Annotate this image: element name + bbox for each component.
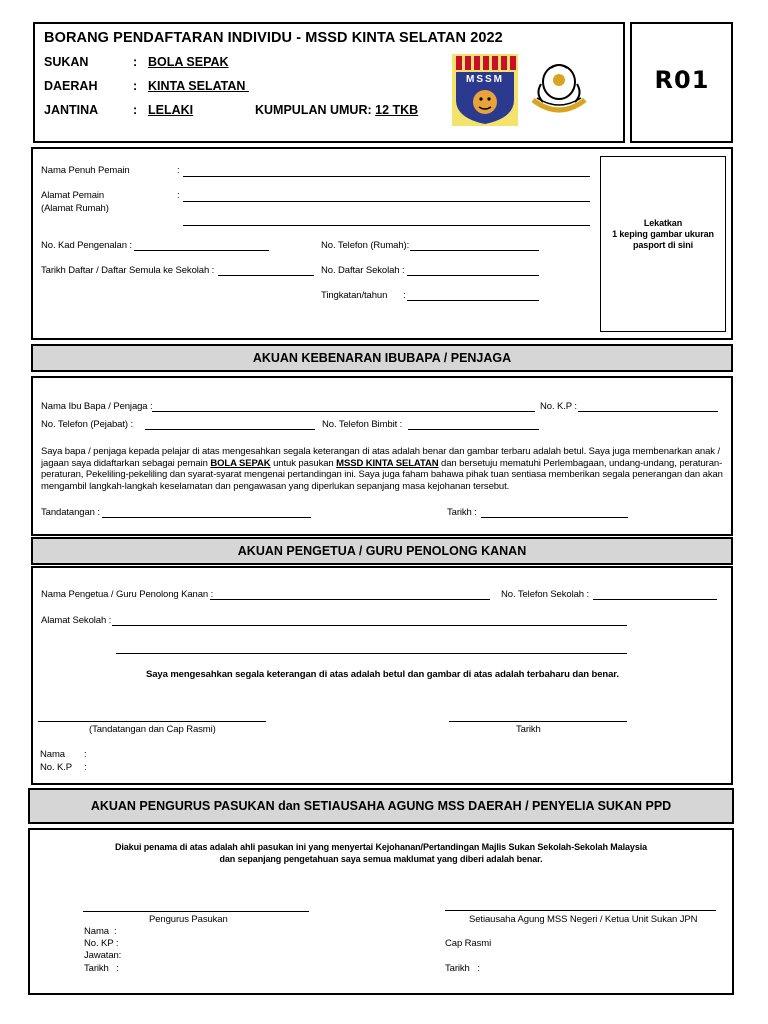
school-phone-label: No. Telefon Sekolah :: [501, 589, 590, 600]
gender-label: JANTINA: [44, 103, 99, 117]
manager-jawatan-label: Jawatan:: [84, 950, 122, 961]
principal-kp-label: No. K.P: [40, 762, 73, 773]
player-address-field-1[interactable]: [183, 201, 590, 202]
home-phone-field[interactable]: [410, 250, 539, 251]
secretary-sign-field[interactable]: [445, 910, 716, 911]
ic-label: No. Kad Pengenalan :: [41, 240, 132, 251]
manager-kp-label: No. KP :: [84, 938, 119, 949]
secretary-tarikh-label: Tarikh :: [445, 963, 480, 974]
parent-kp-label: No. K.P :: [540, 401, 577, 412]
school-address-label: Alamat Sekolah :: [41, 615, 112, 626]
form-title: BORANG PENDAFTARAN INDIVIDU - MSSD KINTA SELATAN 2022: [44, 30, 503, 46]
principal-sign-field[interactable]: [38, 721, 266, 722]
form-year-label: Tingkatan/tahun: [321, 290, 388, 301]
manager-tarikh-label: Tarikh :: [84, 963, 119, 974]
secretary-label: Setiausaha Agung MSS Negeri / Ketua Unit Sukan JPN: [469, 914, 698, 925]
stamp-label: Cap Rasmi: [445, 938, 492, 949]
principal-date-field[interactable]: [449, 721, 627, 722]
state-crest-icon: [527, 54, 591, 124]
school-reg-label: No. Daftar Sekolah :: [321, 265, 405, 276]
manager-label: Pengurus Pasukan: [149, 914, 228, 925]
school-address-field-2[interactable]: [116, 653, 627, 654]
principal-kp-colon: :: [84, 762, 87, 773]
parent-signature-field[interactable]: [102, 517, 311, 518]
office-phone-field[interactable]: [145, 429, 315, 430]
player-name-label: Nama Penuh Pemain: [41, 165, 130, 176]
office-phone-label: No. Telefon (Pejabat) :: [41, 419, 134, 430]
player-address-sub: (Alamat Rumah): [41, 203, 109, 214]
player-address-field-2[interactable]: [183, 225, 590, 226]
principal-sign-label: (Tandatangan dan Cap Rasmi): [89, 724, 216, 735]
ic-field[interactable]: [134, 250, 269, 251]
district-value: KINTA SELATAN: [148, 79, 249, 93]
parent-name-field[interactable]: [152, 411, 535, 412]
player-name-colon: :: [177, 165, 180, 176]
parent-date-label: Tarikh :: [447, 507, 477, 518]
parent-kp-field[interactable]: [578, 411, 718, 412]
mobile-label: No. Telefon Bimbit :: [322, 419, 403, 430]
district-sep: :: [133, 79, 138, 93]
gender-value: LELAKI: [148, 103, 194, 117]
form-year-field[interactable]: [407, 300, 539, 301]
principal-date-label: Tarikh: [516, 724, 541, 735]
sport-value: BOLA SEPAK: [148, 55, 229, 69]
principal-confirm: Saya mengesahkan segala keterangan di atas adalah betul dan gambar di atas adalah terbaharu dan benar.: [146, 669, 619, 680]
mssm-logo-text: MSSM: [466, 74, 504, 85]
manager-declaration: Diakui penama di atas adalah ahli pasukan ini yang menyertai Kejohanan/Pertandingan Majlis Sukan Sekolah-Sekolah Malaysia dan sepanjang pengetahuan saya semua maklumat yang diberi adalah benar.: [114, 842, 648, 864]
player-address-label: Alamat Pemain: [41, 190, 105, 201]
parent-date-field[interactable]: [481, 517, 628, 518]
parent-name-label: Nama Ibu Bapa / Penjaga :: [41, 401, 153, 412]
parent-signature-label: Tandatangan :: [41, 507, 100, 518]
principal-nama-label: Nama: [40, 749, 65, 760]
mobile-field[interactable]: [408, 429, 539, 430]
principal-name-field[interactable]: [210, 599, 490, 600]
sport-label: SUKAN: [44, 55, 89, 69]
register-date-label: Tarikh Daftar / Daftar Semula ke Sekolah :: [41, 265, 215, 276]
age-group: KUMPULAN UMUR: 12 TKB: [255, 103, 419, 117]
register-date-field[interactable]: [218, 275, 314, 276]
form-code: R01: [654, 66, 710, 94]
gender-sep: :: [133, 103, 138, 117]
manager-sign-field[interactable]: [83, 911, 309, 912]
manager-bar: AKUAN PENGURUS PASUKAN dan SETIAUSAHA AGUNG MSS DAERAH / PENYELIA SUKAN PPD: [28, 788, 734, 824]
home-phone-label: No. Telefon (Rumah):: [321, 240, 410, 251]
parent-bar: AKUAN KEBENARAN IBUBAPA / PENJAGA: [31, 344, 733, 372]
parent-declaration: Saya bapa / penjaga kepada pelajar di atas mengesahkan segala keterangan di atas adalah benar dan gambar terbaru adalah betul. Saya juga membenarkan anak / jagaan saya didaftarkan sebagai pemain BOLA SEPAK untuk pasukan MSSD KINTA SELATAN dan bersetuju mematuhi Perlembagaan, undang-undang, peraturan-peraturan, Pekeliling-pekeliling dan syarat-syarat mengenai pertandingan ini. Saya juga faham bahawa pihak tuan sentiasa memberikan segala penerangan dan akan mengambil langkah-langkah keselamatan dan pengawasan yang diperlukan sepanjang masa kejohanan tersebut.: [41, 446, 723, 492]
mssm-logo-icon: [450, 52, 520, 128]
sport-sep: :: [133, 55, 138, 69]
principal-nama-colon: :: [84, 749, 87, 760]
district-label: DAERAH: [44, 79, 98, 93]
form-year-colon: :: [403, 290, 406, 301]
principal-name-label: Nama Pengetua / Guru Penolong Kanan :: [41, 589, 214, 600]
principal-bar: AKUAN PENGETUA / GURU PENOLONG KANAN: [31, 537, 733, 565]
school-reg-field[interactable]: [407, 275, 539, 276]
photo-instruction: Lekatkan 1 keping gambar ukuran pasport di sini: [612, 218, 714, 250]
player-name-field[interactable]: [183, 176, 590, 177]
player-address-colon: :: [177, 190, 180, 201]
manager-nama-label: Nama :: [84, 926, 117, 937]
school-address-field-1[interactable]: [112, 625, 627, 626]
school-phone-field[interactable]: [593, 599, 717, 600]
